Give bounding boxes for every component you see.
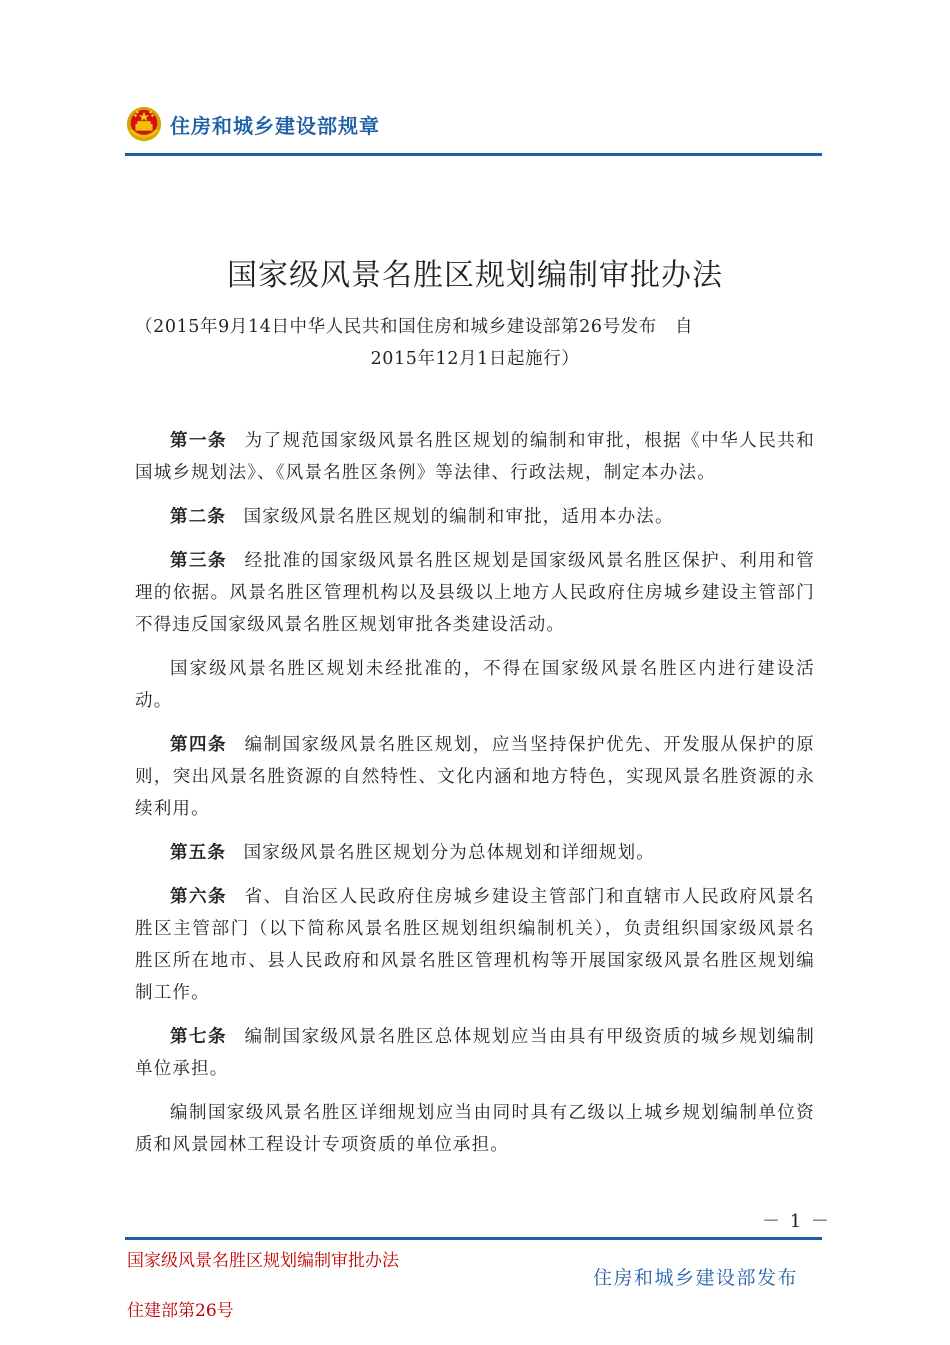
footer-document-number: 住建部第26号	[127, 1301, 234, 1321]
header-divider	[125, 153, 822, 156]
article-number: 第七条	[170, 1027, 228, 1047]
subtitle-line-1: （2015年9月14日中华人民共和国住房和城乡建设部第26号发布 自	[135, 317, 694, 337]
footer-divider	[125, 1237, 822, 1240]
article-text: 国家级风景名胜区规划未经批准的，不得在国家级风景名胜区内进行建设活动。	[135, 659, 815, 711]
article-number: 第二条	[170, 507, 227, 527]
article-paragraph	[135, 545, 815, 641]
footer-document-name: 国家级风景名胜区规划编制审批办法	[127, 1251, 399, 1271]
document-subtitle	[135, 311, 815, 375]
article-text: 为了规范国家级风景名胜区规划的编制和审批，根据《中华人民共和国城乡规划法》、《风景名胜区条例》等法律、行政法规，制定本办法。	[135, 431, 815, 483]
page-header	[125, 103, 822, 155]
subtitle-line-2: 2015年12月1日起施行）	[370, 349, 580, 369]
national-emblem-icon	[125, 105, 163, 143]
article-text: 编制国家级风景名胜区详细规划应当由同时具有乙级以上城乡规划编制单位资质和风景园林工程设计专项资质的单位承担。	[135, 1103, 815, 1155]
article-text: 省、自治区人民政府住房城乡建设主管部门和直辖市人民政府风景名胜区主管部门（以下简称风景名胜区规划组织编制机关），负责组织国家级风景名胜区所在地市、县人民政府和风景名胜区管理机构等开展国家级风景名胜区规划编制工作。	[135, 887, 815, 1003]
document-title: 国家级风景名胜区规划编制审批办法	[227, 258, 723, 293]
page-number: － 1 －	[762, 1211, 831, 1232]
article-paragraph	[135, 729, 815, 825]
article-text: 国家级风景名胜区规划分为总体规划和详细规划。	[243, 843, 656, 863]
article-paragraph	[135, 837, 815, 869]
article-text: 编制国家级风景名胜区总体规划应当由具有甲级资质的城乡规划编制单位承担。	[135, 1027, 815, 1079]
article-number: 第六条	[170, 887, 228, 907]
document-body	[135, 425, 815, 1173]
continuation-paragraph	[135, 653, 815, 717]
article-number: 第四条	[170, 735, 228, 755]
article-text: 编制国家级风景名胜区规划，应当坚持保护优先、开发服从保护的原则，突出风景名胜资源的自然特性、文化内涵和地方特色，实现风景名胜资源的永续利用。	[135, 735, 815, 819]
article-paragraph	[135, 425, 815, 489]
article-number: 第五条	[170, 843, 227, 863]
header-title: 住房和城乡建设部规章	[170, 114, 380, 138]
article-text: 国家级风景名胜区规划的编制和审批，适用本办法。	[243, 507, 674, 527]
article-number: 第三条	[170, 551, 228, 571]
article-text: 经批准的国家级风景名胜区规划是国家级风景名胜区保护、利用和管理的依据。风景名胜区管理机构以及县级以上地方人民政府住房城乡建设主管部门不得违反国家级风景名胜区规划审批各类建设活动。	[135, 551, 815, 635]
article-paragraph	[135, 881, 815, 1009]
article-paragraph	[135, 1021, 815, 1085]
footer-publisher: 住房和城乡建设部发布	[593, 1267, 799, 1289]
continuation-paragraph	[135, 1097, 815, 1161]
article-number: 第一条	[170, 431, 228, 451]
article-paragraph	[135, 501, 815, 533]
